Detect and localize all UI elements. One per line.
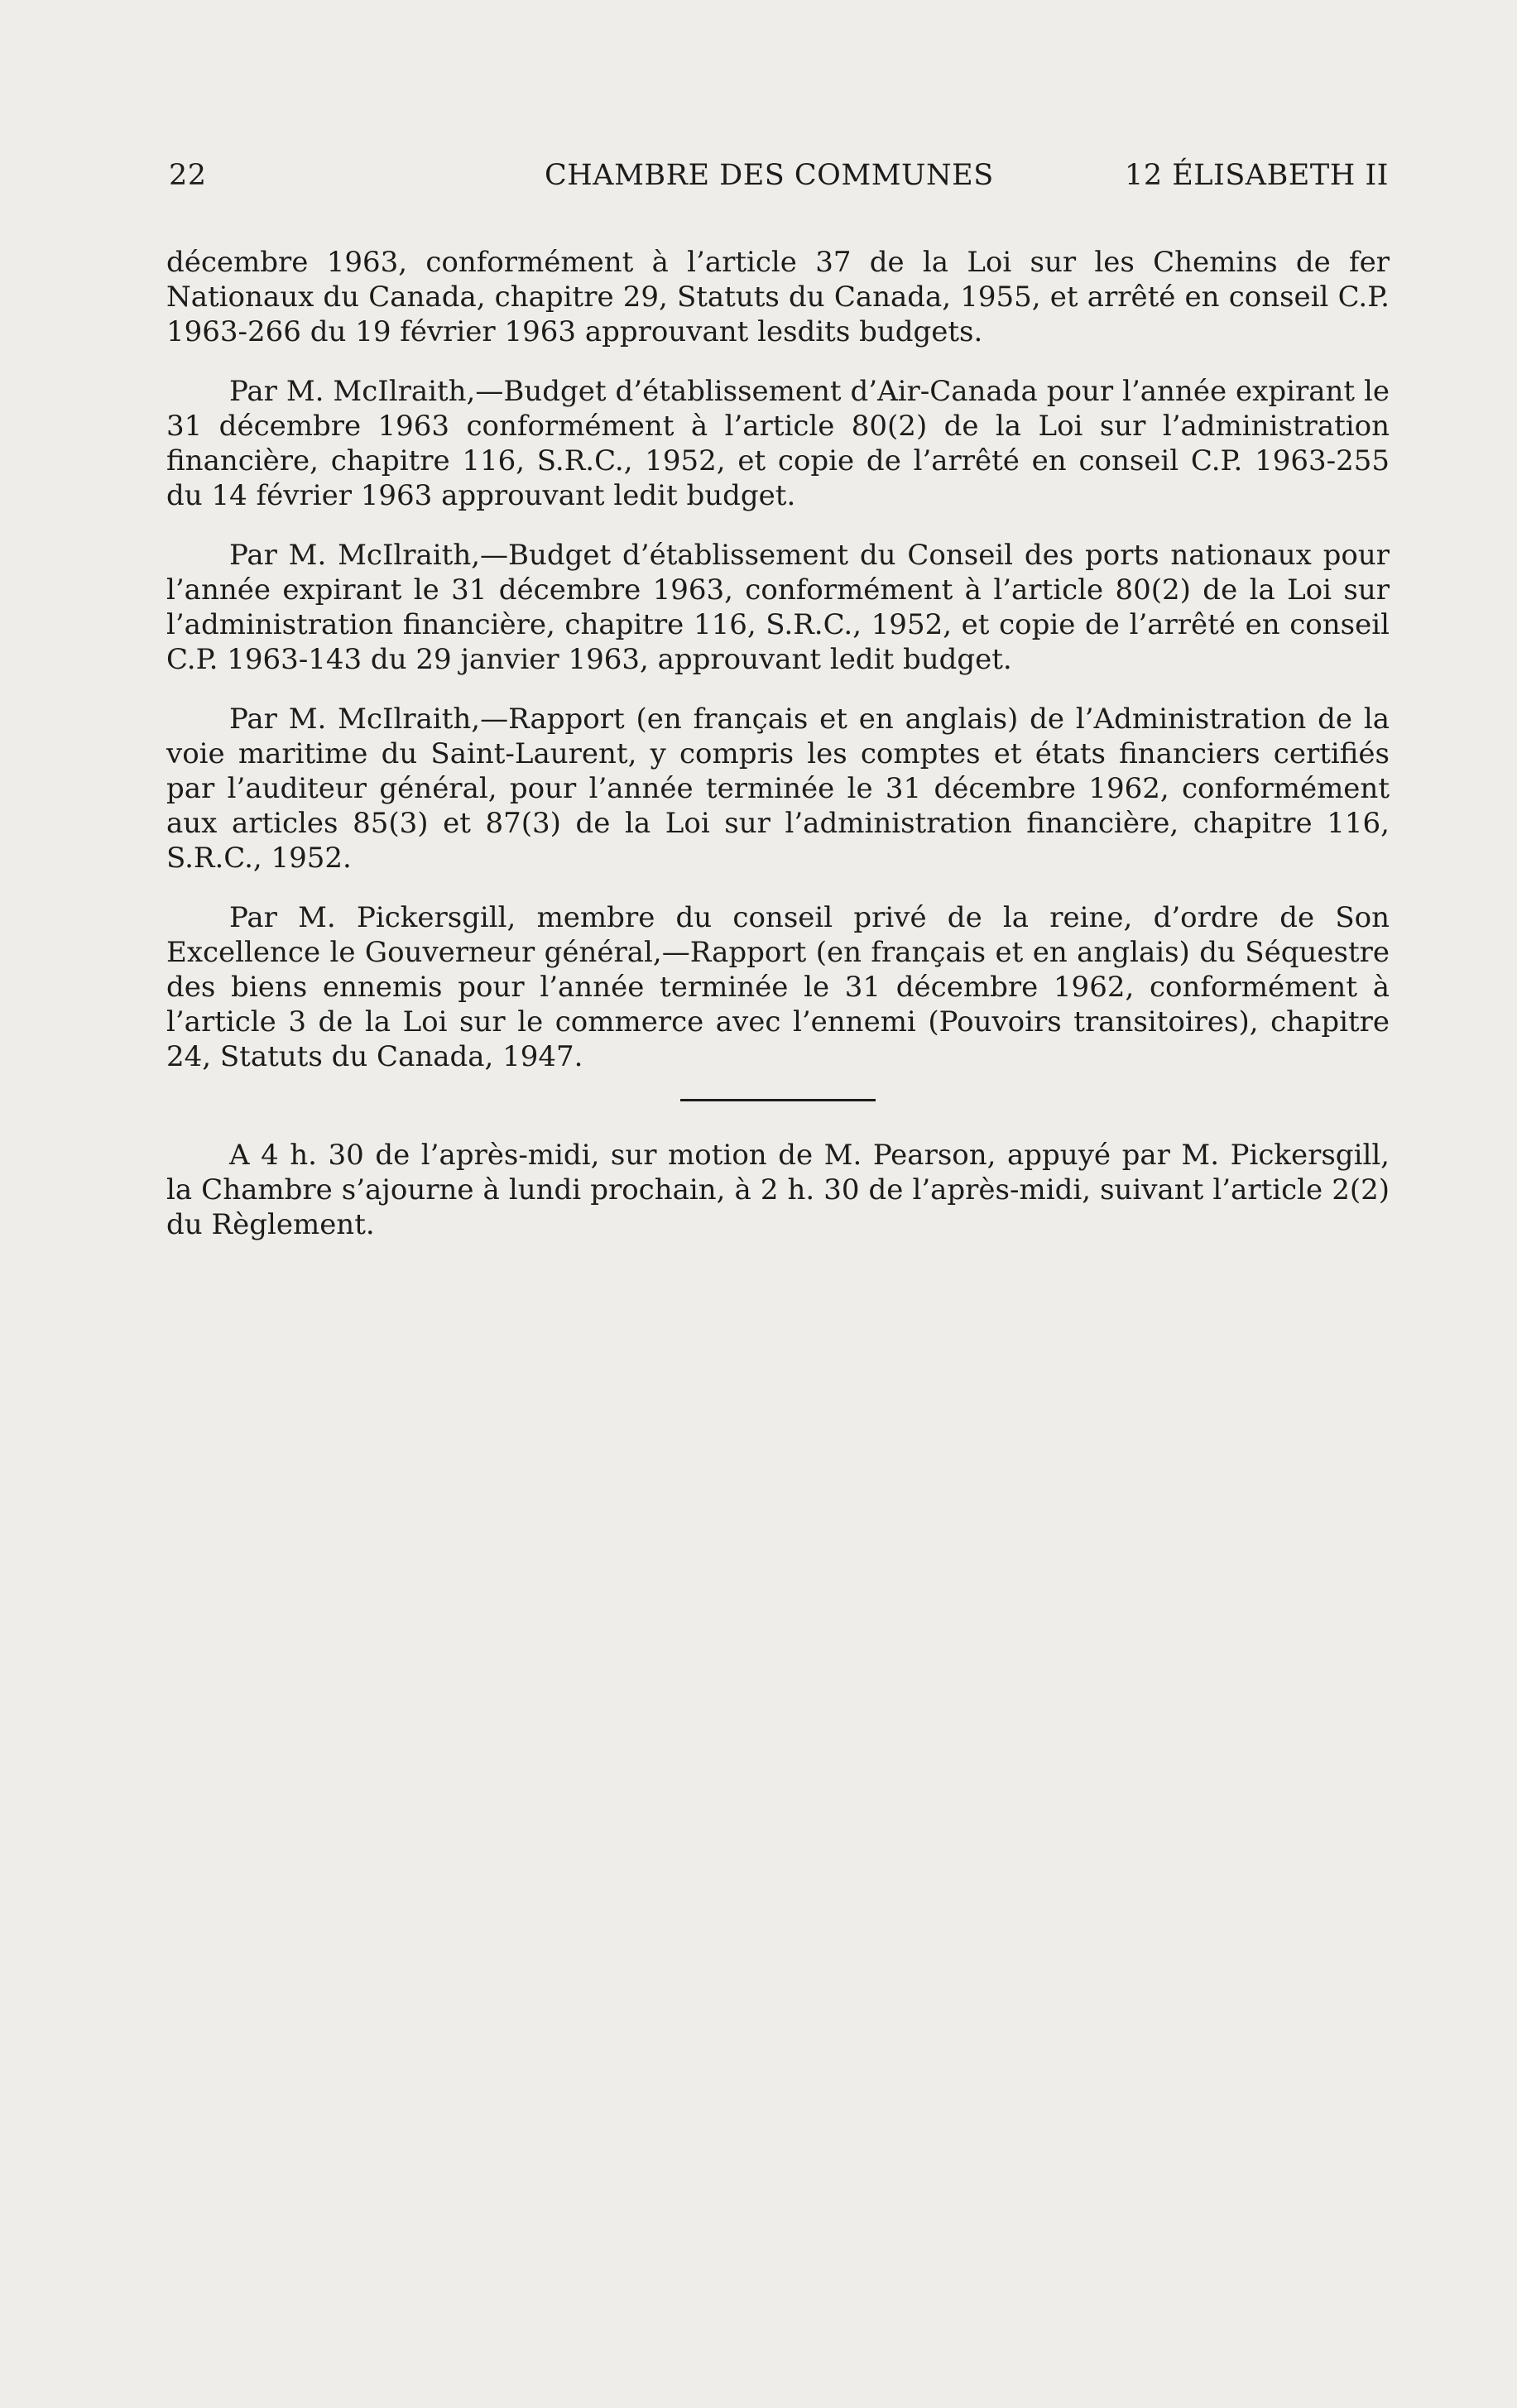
paragraph-air-canada-budget: Par M. McIlraith,—Budget d’établissement d’Air-Canada pour l’année expirant le 31 décembre 1963 conformément à l’article 80(2) de la Loi sur l’administration financière, chapitre 116, S.R.C., 1952, et copie de l’arrêté en conseil C.P. 1963-255 du 14 février 1963 approuvant ledit budget. [166, 375, 1390, 512]
paragraph-continuation: décembre 1963, conformément à l’article 37 de la Loi sur les Chemins de fer Nationaux du Canada, chapitre 29, Statuts du Canada, 1955, et arrêté en conseil C.P. 1963-266 du 19 février 1963 approuvant lesdits budgets. [166, 246, 1390, 348]
paragraph-seaway-report: Par M. McIlraith,—Rapport (en français et en anglais) de l’Administration de la voie maritime du Saint-Laurent, y compris les comptes et états financiers certifiés par l’auditeur général, pour l’année terminée le 31 décembre 1962, conformément aux articles 85(3) et 87(3) de la Loi sur l’administration financière, chapitre 116, S.R.C., 1952. [166, 703, 1390, 875]
paragraph-enemy-property-report: Par M. Pickersgill, membre du conseil privé de la reine, d’ordre de Son Excellence le Gouverneur général,—Rapport (en français et en anglais) du Séquestre des biens ennemis pour l’année terminée le 31 décembre 1962, conformément à l’article 3 de la Loi sur le commerce avec l’ennemi (Pouvoirs transitoires), chapitre 24, Statuts du Canada, 1947. [166, 901, 1390, 1073]
page-number: 22 [169, 159, 207, 192]
paragraph-adjournment: A 4 h. 30 de l’après-midi, sur motion de M. Pearson, appuyé par M. Pickersgill, la Chambre s’ajourne à lundi prochain, à 2 h. 30 de l’après-midi, suivant l’article 2(2) du Règlement. [166, 1139, 1390, 1241]
regnal-year: 12 ÉLISABETH II [1125, 159, 1389, 192]
page-title: CHAMBRE DES COMMUNES [545, 159, 994, 192]
body-text [166, 245, 1390, 1267]
paragraph-ports-budget: Par M. McIlraith,—Budget d’établissement du Conseil des ports nationaux pour l’année expirant le 31 décembre 1963, conformément à l’article 80(2) de la Loi sur l’administration financière, chapitre 116, S.R.C., 1952, et copie de l’arrêté en conseil C.P. 1963-143 du 29 janvier 1963, approuvant ledit budget. [166, 539, 1390, 676]
running-head [169, 159, 1389, 200]
section-divider [680, 1099, 876, 1101]
